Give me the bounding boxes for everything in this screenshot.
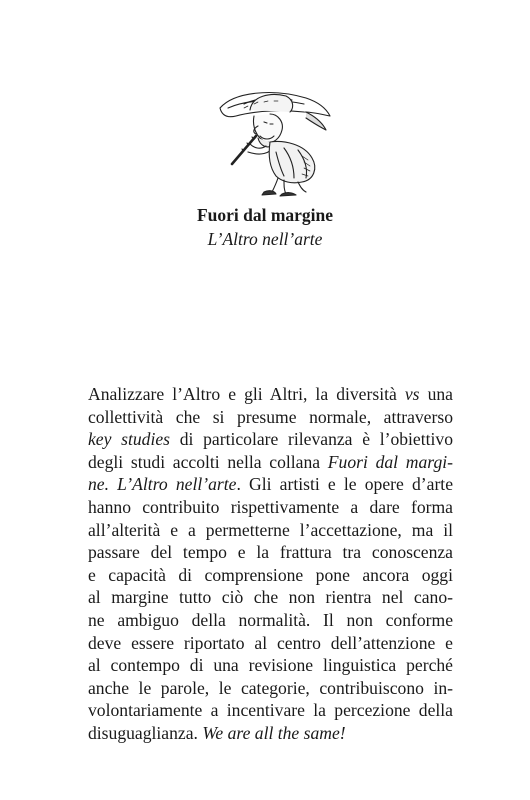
- text-run: deve essere riportato al centro dell’attenzione e: [88, 632, 453, 653]
- description-line: [88, 383, 453, 406]
- text-run: ne ambiguo della normalità. Il non conforme: [88, 609, 453, 630]
- text-run: al contempo di una revisione linguistica perché: [88, 655, 453, 676]
- italic-text: We are all the same!: [202, 722, 346, 743]
- text-run: e capacità di comprensione pone ancora oggi: [88, 564, 453, 585]
- text-run: passare del tempo e la frattura tra conoscenza: [88, 542, 453, 563]
- italic-text: ne. L’Altro nell’arte: [88, 474, 237, 495]
- series-subtitle: L’Altro nell’arte: [207, 229, 323, 249]
- text-run: hanno contribuito rispettivamente a dare forma: [88, 496, 453, 517]
- description-line: [88, 564, 453, 587]
- description-line: [88, 496, 453, 519]
- description-line: [88, 654, 453, 677]
- italic-text: key studies: [88, 429, 171, 450]
- text-run: di particolare rilevanza è l’obiettivo: [170, 429, 453, 450]
- text-run: anche le parole, le categorie, contribuiscono in-: [88, 677, 453, 698]
- description-line: [88, 428, 453, 451]
- description-line: [88, 632, 453, 655]
- description-line: [88, 699, 453, 722]
- description-line: [88, 609, 453, 632]
- series-title: Fuori dal margine: [196, 205, 334, 225]
- text-run: collettività che si presume normale, attraverso: [88, 406, 453, 427]
- series-description: [88, 383, 453, 745]
- description-line: [88, 406, 453, 429]
- text-run: una: [419, 384, 453, 404]
- description-line: [88, 586, 453, 609]
- description-line: [88, 451, 453, 474]
- description-line: [88, 473, 453, 496]
- description-line: [88, 722, 453, 745]
- description-line: [88, 519, 453, 542]
- text-run: . Gli artisti e le opere d’arte: [236, 474, 453, 495]
- description-line: [88, 677, 453, 700]
- italic-text: vs: [404, 384, 420, 404]
- text-run: Analizzare l’Altro e gli Altri, la diversità: [88, 384, 405, 404]
- italic-text: Fuori dal margi-: [327, 451, 453, 472]
- text-run: degli studi accolti nella collana: [88, 451, 328, 472]
- text-run: al margine tutto ciò che non rientra nel cano-: [88, 587, 453, 608]
- text-run: all’alterità e a permetterne l’accettazione, ma il: [88, 519, 453, 540]
- gnome-flute-player-engraving: [214, 86, 334, 198]
- text-run: volontariamente a incentivare la percezione della: [88, 700, 453, 721]
- description-line: [88, 541, 453, 564]
- text-run: disuguaglianza.: [88, 722, 203, 743]
